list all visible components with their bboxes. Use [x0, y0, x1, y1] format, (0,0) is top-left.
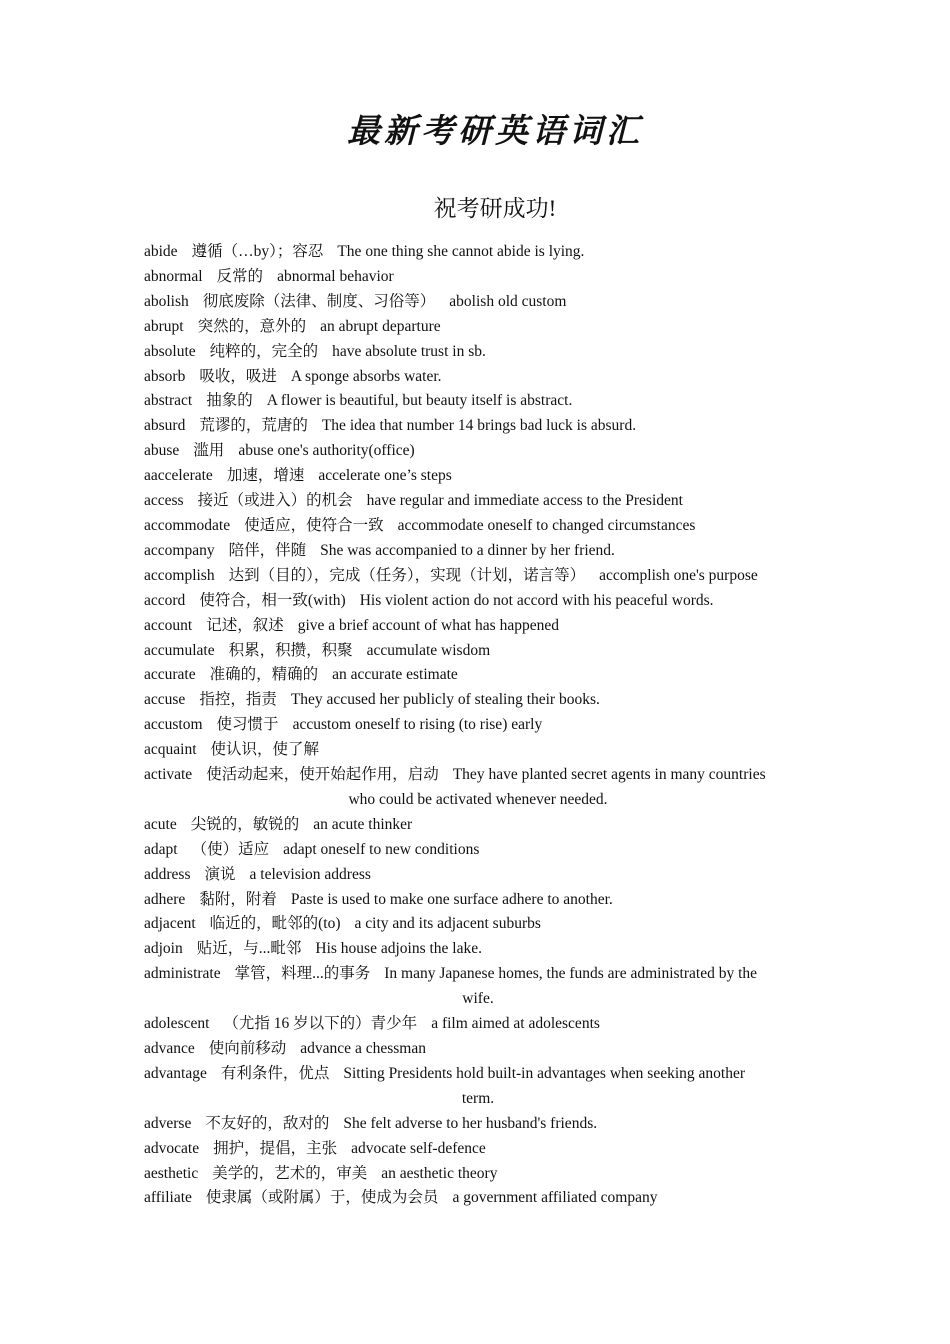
vocab-word: address	[144, 865, 191, 883]
vocab-example: have regular and immediate access to the President	[366, 492, 683, 510]
vocab-entry	[144, 1062, 812, 1112]
vocab-word: adapt	[144, 840, 178, 858]
vocab-word: adhere	[144, 890, 186, 908]
vocab-word: accord	[144, 591, 186, 609]
vocab-meaning: 记述，叙述	[206, 616, 284, 634]
vocab-entry	[144, 1112, 812, 1137]
vocab-example: advance a chessman	[300, 1040, 426, 1057]
vocab-entry	[144, 290, 812, 315]
vocab-entry	[144, 1137, 812, 1162]
vocab-meaning: 使活动起来，使开始起作用，启动	[206, 766, 439, 784]
vocab-entry	[144, 489, 812, 514]
vocab-word: abolish	[144, 292, 189, 310]
vocab-meaning: （使）适应	[191, 840, 270, 858]
document-title: 最新考研英语词汇	[347, 114, 643, 150]
vocab-entry	[144, 937, 812, 962]
vocab-entry	[144, 539, 812, 564]
vocab-entry	[144, 688, 812, 713]
vocab-word: accompany	[144, 541, 215, 559]
vocab-word: acute	[144, 815, 177, 833]
vocab-meaning: 积累，积攒，积聚	[228, 641, 353, 659]
vocab-entry	[144, 414, 812, 439]
vocab-example: They have planted secret agents in many countries	[452, 766, 766, 784]
vocab-word: abide	[144, 243, 178, 260]
vocab-meaning: 陪伴，伴随	[228, 541, 307, 559]
vocab-entry	[144, 265, 812, 290]
vocab-word: acquaint	[144, 741, 197, 759]
vocab-meaning: 临近的，毗邻的(to)	[209, 915, 341, 933]
vocab-entry	[144, 240, 812, 265]
vocab-example: a city and its adjacent suburbs	[354, 915, 541, 933]
vocab-meaning: 使适应，使符合一致	[244, 516, 384, 534]
vocab-word: accumulate	[144, 641, 215, 659]
vocab-word: accustom	[144, 716, 203, 734]
vocab-example: an accurate estimate	[332, 666, 458, 684]
vocab-meaning: 达到（目的），完成（任务），实现（计划，诺言等）	[228, 566, 586, 584]
vocab-entry	[144, 838, 812, 863]
vocab-example: She felt adverse to her husband's friends.	[343, 1114, 598, 1132]
vocab-example-continuation: wife.	[462, 990, 494, 1008]
vocab-word: abrupt	[144, 317, 184, 335]
vocab-example: They accused her publicly of stealing their books.	[290, 691, 600, 709]
vocab-example: accomplish one's purpose	[599, 566, 758, 584]
vocab-example: accumulate wisdom	[366, 641, 491, 659]
vocab-example: Paste is used to make one surface adhere to another.	[290, 890, 613, 908]
vocab-entry	[144, 365, 812, 390]
vocab-word: activate	[144, 766, 193, 784]
vocab-example: The idea that number 14 brings bad luck is absurd.	[321, 417, 637, 435]
vocab-word: administrate	[144, 965, 221, 983]
vocab-word: aesthetic	[144, 1164, 199, 1182]
vocab-example: The one thing she cannot abide is lying.	[337, 243, 585, 260]
vocab-entry	[144, 713, 812, 738]
vocab-meaning: 使向前移动	[208, 1040, 287, 1057]
vocab-example-continuation: term.	[461, 1089, 495, 1107]
vocab-meaning: 准确的，精确的	[209, 666, 319, 684]
vocab-entry	[144, 514, 812, 539]
vocab-example: an aesthetic theory	[381, 1164, 498, 1182]
vocab-example: His violent action do not accord with his peaceful words.	[359, 591, 714, 609]
vocab-meaning: 彻底废除（法律、制度、习俗等）	[202, 292, 436, 310]
vocab-meaning: 不友好的，敌对的	[205, 1114, 330, 1132]
vocab-example: In many Japanese homes, the funds are administrated by the	[384, 965, 758, 983]
vocab-word: absolute	[144, 342, 196, 360]
vocab-entry	[144, 912, 812, 937]
vocab-example: a film aimed at adolescents	[431, 1015, 600, 1033]
vocab-word: advocate	[144, 1139, 200, 1157]
vocab-entry	[144, 863, 812, 888]
vocab-example: accustom oneself to rising (to rise) early	[292, 716, 543, 734]
vocab-entry	[144, 1012, 812, 1037]
vocab-example: A flower is beautiful, but beauty itself is abstract.	[266, 392, 573, 410]
vocab-example: abolish old custom	[449, 292, 567, 310]
vocab-word: absorb	[144, 367, 186, 385]
vocab-meaning: 纯粹的，完全的	[209, 342, 319, 360]
vocab-meaning: 掌管，料理...的事务	[234, 965, 371, 983]
vocab-word: advance	[144, 1040, 195, 1057]
vocab-example: She was accompanied to a dinner by her friend.	[320, 541, 615, 559]
vocab-entry	[144, 614, 812, 639]
vocab-entry	[144, 813, 812, 838]
vocab-meaning: 接近（或进入）的机会	[197, 492, 353, 510]
vocab-meaning: 抽象的	[206, 392, 253, 410]
vocab-entry	[144, 663, 812, 688]
vocab-word: accomplish	[144, 566, 215, 584]
vocab-meaning: 使认识，使了解	[210, 741, 320, 759]
vocab-entry	[144, 389, 812, 414]
vocab-word: abstract	[144, 392, 193, 410]
vocab-example: accelerate one’s steps	[318, 467, 452, 485]
vocab-word: absurd	[144, 417, 186, 435]
vocab-word: adjoin	[144, 940, 183, 958]
vocab-meaning: 加速，增速	[226, 467, 305, 485]
vocab-meaning: 使隶属（或附属）于，使成为会员	[205, 1189, 439, 1207]
vocab-example: abuse one's authority(office)	[238, 442, 415, 460]
vocab-example: an abrupt departure	[320, 317, 441, 335]
vocab-example: His house adjoins the lake.	[315, 940, 482, 958]
vocab-meaning: 演说	[204, 865, 236, 883]
vocab-meaning: 滥用	[193, 442, 225, 460]
vocab-word: affiliate	[144, 1189, 192, 1207]
vocab-example: Sitting Presidents hold built-in advantages when seeking another	[343, 1064, 745, 1082]
vocab-meaning: 美学的，艺术的，审美	[212, 1164, 368, 1182]
vocab-meaning: 有利条件，优点	[220, 1064, 330, 1082]
vocab-meaning: 遵循（…by）；容忍	[191, 243, 324, 260]
vocab-example: accommodate oneself to changed circumstances	[397, 516, 696, 534]
vocab-example: advocate self-defence	[351, 1139, 486, 1157]
vocab-entry	[144, 1037, 812, 1062]
vocab-entry	[144, 1186, 812, 1211]
vocab-meaning: 贴近，与...毗邻	[196, 940, 302, 958]
vocab-meaning: 反常的	[216, 267, 264, 285]
vocab-example: have absolute trust in sb.	[332, 342, 486, 360]
vocab-example: abnormal behavior	[277, 267, 394, 285]
vocab-word: accommodate	[144, 516, 231, 534]
vocab-entry	[144, 464, 812, 489]
vocab-example: adapt oneself to new conditions	[283, 840, 480, 858]
vocab-word: abuse	[144, 442, 180, 460]
vocab-meaning: 使符合，相一致(with)	[199, 591, 346, 609]
vocab-meaning: （尤指 16 岁以下的）青少年	[223, 1015, 418, 1033]
vocab-word: accuse	[144, 691, 186, 709]
vocab-word: account	[144, 616, 193, 634]
vocab-example: a television address	[249, 865, 371, 883]
vocab-entry	[144, 763, 812, 813]
vocab-entry	[144, 564, 812, 589]
vocab-example-continuation: who could be activated whenever needed.	[348, 790, 608, 808]
vocab-word: access	[144, 492, 184, 510]
vocab-entry	[144, 315, 812, 340]
vocab-entry	[144, 962, 812, 1012]
vocab-meaning: 拥护，提倡，主张	[213, 1139, 338, 1157]
vocab-entry	[144, 340, 812, 365]
vocab-example: give a brief account of what has happened	[297, 616, 559, 634]
vocab-word: aaccelerate	[144, 467, 213, 485]
vocab-word: abnormal	[144, 267, 203, 285]
vocab-example: A sponge absorbs water.	[290, 367, 442, 385]
vocab-example: a government affiliated company	[452, 1189, 658, 1207]
vocab-meaning: 吸收，吸进	[199, 367, 277, 385]
vocab-entry	[144, 439, 812, 464]
vocab-word: adolescent	[144, 1015, 210, 1033]
vocab-meaning: 指控，指责	[199, 691, 277, 709]
vocab-entry	[144, 738, 812, 763]
vocab-example: an acute thinker	[313, 815, 413, 833]
vocab-entry	[144, 639, 812, 664]
vocab-entry	[144, 888, 812, 913]
vocab-entry	[144, 1162, 812, 1187]
vocab-meaning: 荒谬的，荒唐的	[199, 417, 308, 435]
document-subtitle: 祝考研成功!	[433, 196, 557, 221]
vocab-meaning: 尖锐的，敏锐的	[190, 815, 300, 833]
vocab-word: adverse	[144, 1114, 192, 1132]
vocabulary-list	[144, 240, 812, 1211]
vocab-word: advantage	[144, 1064, 207, 1082]
vocab-meaning: 突然的，意外的	[197, 317, 307, 335]
vocab-meaning: 黏附，附着	[199, 890, 277, 908]
vocab-meaning: 使习惯于	[216, 716, 279, 734]
vocab-entry	[144, 589, 812, 614]
vocab-word: accurate	[144, 666, 196, 684]
vocab-word: adjacent	[144, 915, 196, 933]
